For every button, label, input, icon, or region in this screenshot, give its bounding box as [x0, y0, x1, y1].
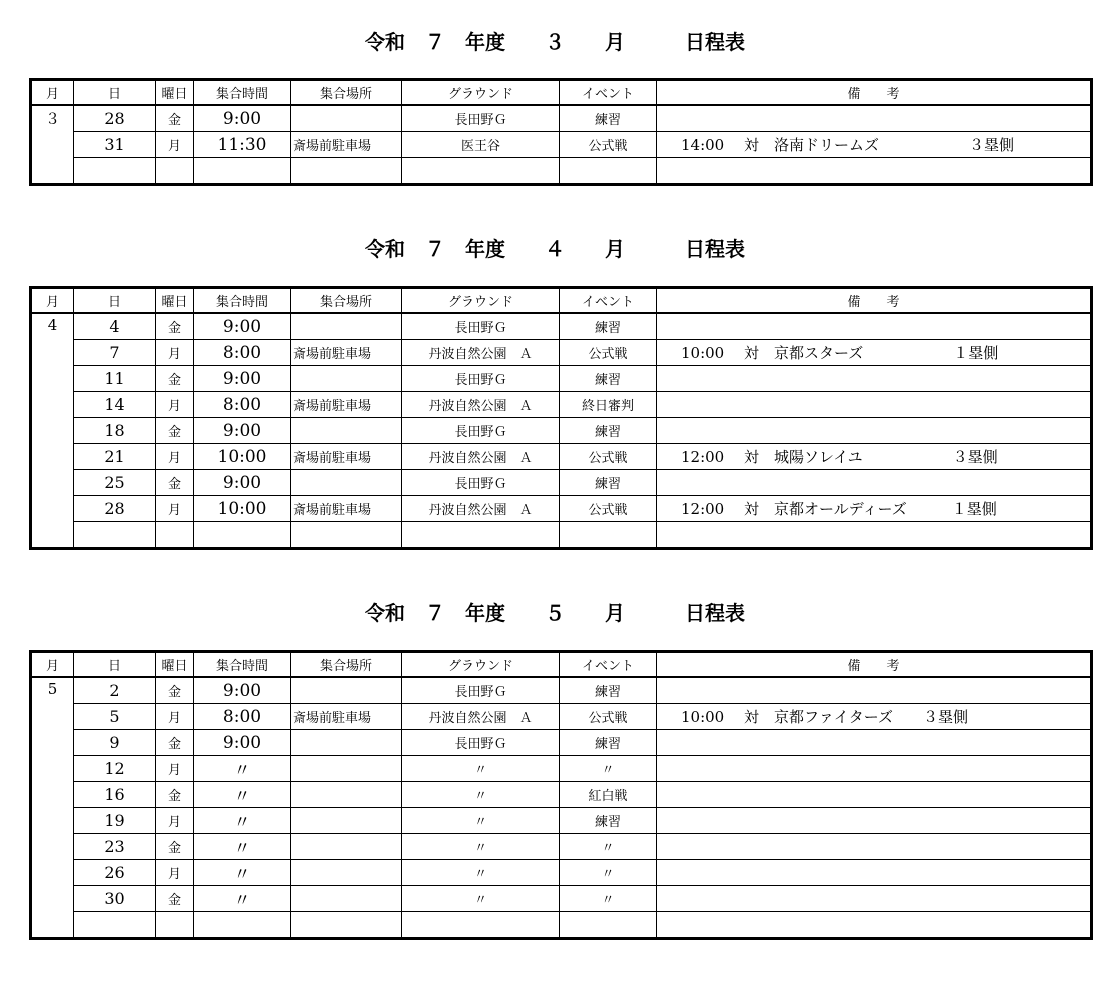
day-cell: 4 [74, 313, 156, 340]
day-cell: 9 [74, 730, 156, 756]
place-cell [291, 808, 402, 834]
ground-cell: 丹波自然公園 Ａ [402, 496, 560, 522]
weekday-cell: 金 [156, 834, 194, 860]
note-cell [657, 105, 1092, 132]
weekday-cell: 月 [156, 132, 194, 158]
place-cell [291, 912, 402, 939]
day-cell: 7 [74, 340, 156, 366]
place-cell: 斎場前駐車場 [291, 496, 402, 522]
ground-cell: 〃 [402, 808, 560, 834]
ground-cell: 長田野Ｇ [402, 677, 560, 704]
weekday-cell: 金 [156, 470, 194, 496]
ground-cell: 長田野Ｇ [402, 418, 560, 444]
header-weekday: 曜日 [156, 652, 194, 678]
table-row [31, 860, 1092, 886]
header-weekday: 曜日 [156, 288, 194, 314]
weekday-cell [156, 912, 194, 939]
weekday-cell: 月 [156, 392, 194, 418]
header-month: 月 [31, 652, 74, 678]
place-cell [291, 105, 402, 132]
note-cell [657, 366, 1092, 392]
event-cell: 公式戦 [560, 444, 657, 470]
time-cell: 9:00 [194, 677, 291, 704]
place-cell [291, 756, 402, 782]
note-cell: 10:00 対 京都スターズ １塁側 [657, 340, 1092, 366]
weekday-cell: 金 [156, 313, 194, 340]
time-cell: 8:00 [194, 704, 291, 730]
event-cell [560, 912, 657, 939]
header-day: 日 [74, 652, 156, 678]
header-notes: 備 考 [657, 652, 1092, 678]
note-cell [657, 730, 1092, 756]
day-cell: 23 [74, 834, 156, 860]
time-cell: 〃 [194, 756, 291, 782]
note-cell: 10:00 対 京都ファイターズ ３塁側 [657, 704, 1092, 730]
ground-cell: 〃 [402, 756, 560, 782]
schedule-title: 令和 ７ 年度 ３ 月 日程表 [365, 30, 745, 54]
place-cell: 斎場前駐車場 [291, 704, 402, 730]
ground-cell: 長田野Ｇ [402, 105, 560, 132]
header-event: イベント [560, 80, 657, 106]
place-cell: 斎場前駐車場 [291, 392, 402, 418]
day-cell: 18 [74, 418, 156, 444]
weekday-cell: 月 [156, 496, 194, 522]
ground-cell: 丹波自然公園 Ａ [402, 392, 560, 418]
schedule-title: 令和 ７ 年度 ５ 月 日程表 [365, 601, 745, 625]
weekday-cell: 月 [156, 808, 194, 834]
weekday-cell [156, 158, 194, 185]
place-cell [291, 834, 402, 860]
header-day: 日 [74, 288, 156, 314]
time-cell: 〃 [194, 808, 291, 834]
place-cell [291, 366, 402, 392]
table-row [31, 158, 1092, 185]
place-cell [291, 782, 402, 808]
note-cell [657, 158, 1092, 185]
table-row [31, 782, 1092, 808]
day-cell: 11 [74, 366, 156, 392]
header-time: 集合時間 [194, 80, 291, 106]
table-row [31, 808, 1092, 834]
table-row [31, 677, 1092, 704]
header-row [31, 80, 1092, 106]
time-cell: 8:00 [194, 392, 291, 418]
day-cell [74, 912, 156, 939]
ground-cell: 〃 [402, 782, 560, 808]
event-cell: 〃 [560, 756, 657, 782]
weekday-cell: 月 [156, 340, 194, 366]
note-cell [657, 808, 1092, 834]
month-cell: ３ [31, 105, 74, 185]
ground-cell: 長田野Ｇ [402, 313, 560, 340]
note-cell [657, 392, 1092, 418]
event-cell: 公式戦 [560, 132, 657, 158]
event-cell: 練習 [560, 808, 657, 834]
event-cell: 公式戦 [560, 340, 657, 366]
place-cell [291, 677, 402, 704]
table-row [31, 444, 1092, 470]
schedule-title: 令和 ７ 年度 ４ 月 日程表 [365, 237, 745, 261]
weekday-cell: 金 [156, 105, 194, 132]
time-cell [194, 158, 291, 185]
table-row [31, 834, 1092, 860]
ground-cell [402, 158, 560, 185]
place-cell [291, 313, 402, 340]
weekday-cell: 月 [156, 444, 194, 470]
place-cell: 斎場前駐車場 [291, 132, 402, 158]
place-cell [291, 522, 402, 549]
weekday-cell: 月 [156, 860, 194, 886]
header-row [31, 652, 1092, 678]
table-row [31, 105, 1092, 132]
note-cell: 14:00 対 洛南ドリームズ ３塁側 [657, 132, 1092, 158]
table-row [31, 313, 1092, 340]
table-row [31, 418, 1092, 444]
event-cell: 練習 [560, 418, 657, 444]
day-cell: 12 [74, 756, 156, 782]
place-cell [291, 730, 402, 756]
ground-cell: 長田野Ｇ [402, 366, 560, 392]
table-row [31, 496, 1092, 522]
ground-cell: 〃 [402, 886, 560, 912]
time-cell: 〃 [194, 834, 291, 860]
event-cell: 練習 [560, 313, 657, 340]
header-weekday: 曜日 [156, 80, 194, 106]
table-row [31, 470, 1092, 496]
time-cell: 9:00 [194, 366, 291, 392]
place-cell: 斎場前駐車場 [291, 444, 402, 470]
event-cell: 終日審判 [560, 392, 657, 418]
weekday-cell: 金 [156, 677, 194, 704]
ground-cell: 丹波自然公園 Ａ [402, 444, 560, 470]
place-cell [291, 418, 402, 444]
place-cell [291, 886, 402, 912]
time-cell: 〃 [194, 782, 291, 808]
day-cell: 2 [74, 677, 156, 704]
ground-cell: 〃 [402, 834, 560, 860]
weekday-cell: 金 [156, 782, 194, 808]
weekday-cell: 月 [156, 756, 194, 782]
note-cell [657, 418, 1092, 444]
time-cell: 10:00 [194, 444, 291, 470]
place-cell: 斎場前駐車場 [291, 340, 402, 366]
event-cell: 練習 [560, 677, 657, 704]
table-row [31, 886, 1092, 912]
header-place: 集合場所 [291, 652, 402, 678]
time-cell: 9:00 [194, 418, 291, 444]
note-cell [657, 313, 1092, 340]
header-month: 月 [31, 80, 74, 106]
header-ground: グラウンド [402, 288, 560, 314]
event-cell: 練習 [560, 105, 657, 132]
note-cell [657, 912, 1092, 939]
note-cell [657, 756, 1092, 782]
time-cell: 〃 [194, 860, 291, 886]
header-notes: 備 考 [657, 80, 1092, 106]
ground-cell: 長田野Ｇ [402, 470, 560, 496]
header-place: 集合場所 [291, 288, 402, 314]
time-cell [194, 912, 291, 939]
table-row [31, 730, 1092, 756]
event-cell: 公式戦 [560, 496, 657, 522]
day-cell: 5 [74, 704, 156, 730]
month-cell: 4 [31, 313, 74, 549]
header-month: 月 [31, 288, 74, 314]
header-place: 集合場所 [291, 80, 402, 106]
place-cell [291, 158, 402, 185]
note-cell [657, 677, 1092, 704]
event-cell: 練習 [560, 470, 657, 496]
table-row [31, 704, 1092, 730]
time-cell [194, 522, 291, 549]
time-cell: 11:30 [194, 132, 291, 158]
schedule-table [29, 78, 1093, 186]
time-cell: 9:00 [194, 105, 291, 132]
time-cell: 10:00 [194, 496, 291, 522]
schedule-table [29, 286, 1093, 550]
day-cell: 28 [74, 496, 156, 522]
time-cell: 9:00 [194, 470, 291, 496]
header-time: 集合時間 [194, 652, 291, 678]
header-notes: 備 考 [657, 288, 1092, 314]
note-cell: 12:00 対 城陽ソレイユ ３塁側 [657, 444, 1092, 470]
event-cell: 紅白戦 [560, 782, 657, 808]
day-cell: 30 [74, 886, 156, 912]
table-row [31, 522, 1092, 549]
header-ground: グラウンド [402, 80, 560, 106]
day-cell: 19 [74, 808, 156, 834]
day-cell: 25 [74, 470, 156, 496]
note-cell [657, 522, 1092, 549]
time-cell: 8:00 [194, 340, 291, 366]
header-event: イベント [560, 288, 657, 314]
day-cell: 31 [74, 132, 156, 158]
header-time: 集合時間 [194, 288, 291, 314]
ground-cell: 丹波自然公園 Ａ [402, 340, 560, 366]
header-day: 日 [74, 80, 156, 106]
day-cell [74, 158, 156, 185]
day-cell: 21 [74, 444, 156, 470]
event-cell [560, 158, 657, 185]
day-cell: 14 [74, 392, 156, 418]
header-event: イベント [560, 652, 657, 678]
table-row [31, 912, 1092, 939]
table-row [31, 756, 1092, 782]
day-cell: 26 [74, 860, 156, 886]
event-cell: 練習 [560, 730, 657, 756]
table-row [31, 392, 1092, 418]
weekday-cell: 金 [156, 418, 194, 444]
event-cell: 〃 [560, 886, 657, 912]
note-cell [657, 834, 1092, 860]
event-cell: 練習 [560, 366, 657, 392]
table-row [31, 340, 1092, 366]
day-cell: 28 [74, 105, 156, 132]
day-cell [74, 522, 156, 549]
schedule-table [29, 650, 1093, 940]
table-row [31, 132, 1092, 158]
table-row [31, 366, 1092, 392]
place-cell [291, 860, 402, 886]
time-cell: 9:00 [194, 730, 291, 756]
ground-cell: 医王谷 [402, 132, 560, 158]
note-cell: 12:00 対 京都オールディーズ １塁側 [657, 496, 1092, 522]
weekday-cell: 金 [156, 886, 194, 912]
day-cell: 16 [74, 782, 156, 808]
event-cell: 公式戦 [560, 704, 657, 730]
weekday-cell: 金 [156, 730, 194, 756]
note-cell [657, 470, 1092, 496]
weekday-cell: 金 [156, 366, 194, 392]
header-row [31, 288, 1092, 314]
month-cell: 5 [31, 677, 74, 939]
place-cell [291, 470, 402, 496]
weekday-cell [156, 522, 194, 549]
time-cell: 〃 [194, 886, 291, 912]
note-cell [657, 782, 1092, 808]
header-ground: グラウンド [402, 652, 560, 678]
note-cell [657, 886, 1092, 912]
ground-cell [402, 522, 560, 549]
ground-cell: 長田野Ｇ [402, 730, 560, 756]
note-cell [657, 860, 1092, 886]
event-cell [560, 522, 657, 549]
ground-cell: 〃 [402, 860, 560, 886]
event-cell: 〃 [560, 834, 657, 860]
event-cell: 〃 [560, 860, 657, 886]
ground-cell: 丹波自然公園 Ａ [402, 704, 560, 730]
weekday-cell: 月 [156, 704, 194, 730]
time-cell: 9:00 [194, 313, 291, 340]
ground-cell [402, 912, 560, 939]
